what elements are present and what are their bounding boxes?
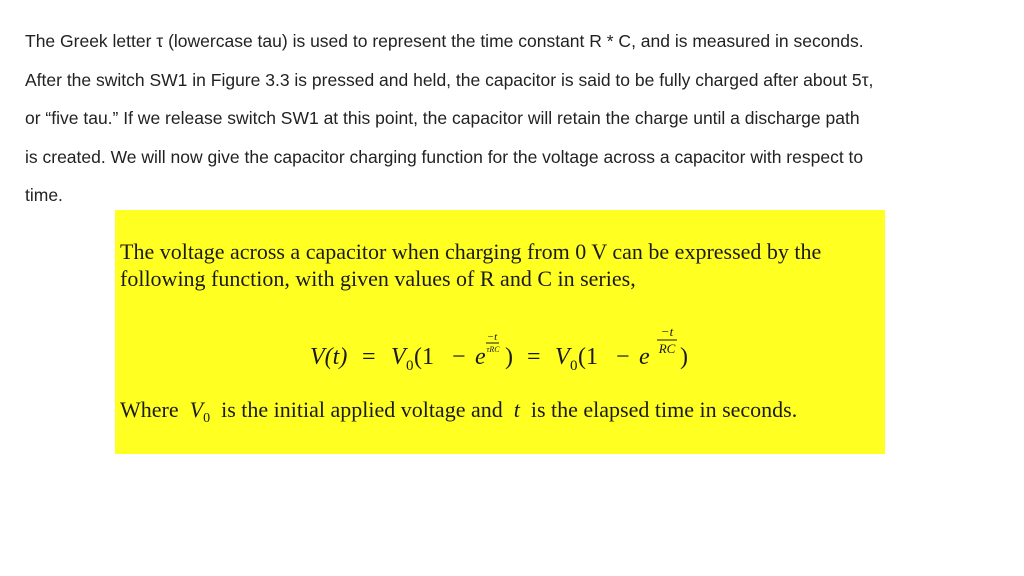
equation-equals-2: = bbox=[527, 344, 541, 370]
charging-equation bbox=[115, 308, 885, 388]
where-end-text: is the elapsed time in seconds. bbox=[530, 397, 798, 422]
equation-term1-open: (1 bbox=[414, 344, 434, 370]
equation-term1-v: V bbox=[391, 344, 406, 370]
equation-exp1-numerator: −t bbox=[486, 331, 498, 343]
callout-intro-line-2: following function, with given values of R and C in series, bbox=[120, 266, 636, 291]
where-mid-text: is the initial applied voltage and bbox=[221, 397, 503, 422]
paragraph-line-4: is created. We will now give the capacitor charging function for the voltage across a capacitor with respect to bbox=[25, 146, 864, 167]
callout-where-text bbox=[120, 396, 880, 433]
equation-minus-1: − bbox=[452, 344, 466, 370]
equation-exp2-denominator: RC bbox=[658, 341, 676, 356]
equation-exp1-base: e bbox=[475, 344, 486, 370]
where-var-sub: 0 bbox=[203, 411, 211, 426]
paragraph-line-1: The Greek letter τ (lowercase tau) is used to represent the time constant R * C, and is measured in seconds. bbox=[25, 31, 864, 51]
equation-exp1-denominator: τRC bbox=[486, 345, 500, 354]
equation-term1-sub: 0 bbox=[406, 358, 414, 374]
equation-lhs: V(t) bbox=[310, 344, 348, 370]
where-var-v: V bbox=[189, 397, 204, 422]
where-var-t: t bbox=[513, 397, 520, 422]
equation-term2-v: V bbox=[555, 344, 570, 370]
paragraph-line-5: time. bbox=[25, 185, 63, 205]
paragraph-line-2: After the switch SW1 in Figure 3.3 is pressed and held, the capacitor is said to be fully charged after about 5τ, bbox=[25, 69, 874, 90]
body-paragraph bbox=[25, 22, 985, 215]
equation-callout-box bbox=[115, 210, 885, 454]
equation-exp2-numerator: −t bbox=[660, 324, 674, 339]
equation-close-2: ) bbox=[680, 344, 688, 370]
where-word: Where bbox=[120, 397, 179, 422]
callout-intro-line-1: The voltage across a capacitor when charging from 0 V can be expressed by the bbox=[120, 239, 822, 264]
equation-term2-open: (1 bbox=[578, 344, 598, 370]
equation-close-1: ) bbox=[505, 344, 513, 370]
equation-minus-2: − bbox=[616, 344, 630, 370]
equation-equals-1: = bbox=[362, 344, 376, 370]
callout-intro-text bbox=[120, 238, 880, 292]
paragraph-line-3: or “five tau.” If we release switch SW1 at this point, the capacitor will retain the charge until a discharge path bbox=[25, 108, 860, 128]
equation-term2-sub: 0 bbox=[570, 358, 578, 374]
equation-exp2-base: e bbox=[639, 344, 650, 370]
